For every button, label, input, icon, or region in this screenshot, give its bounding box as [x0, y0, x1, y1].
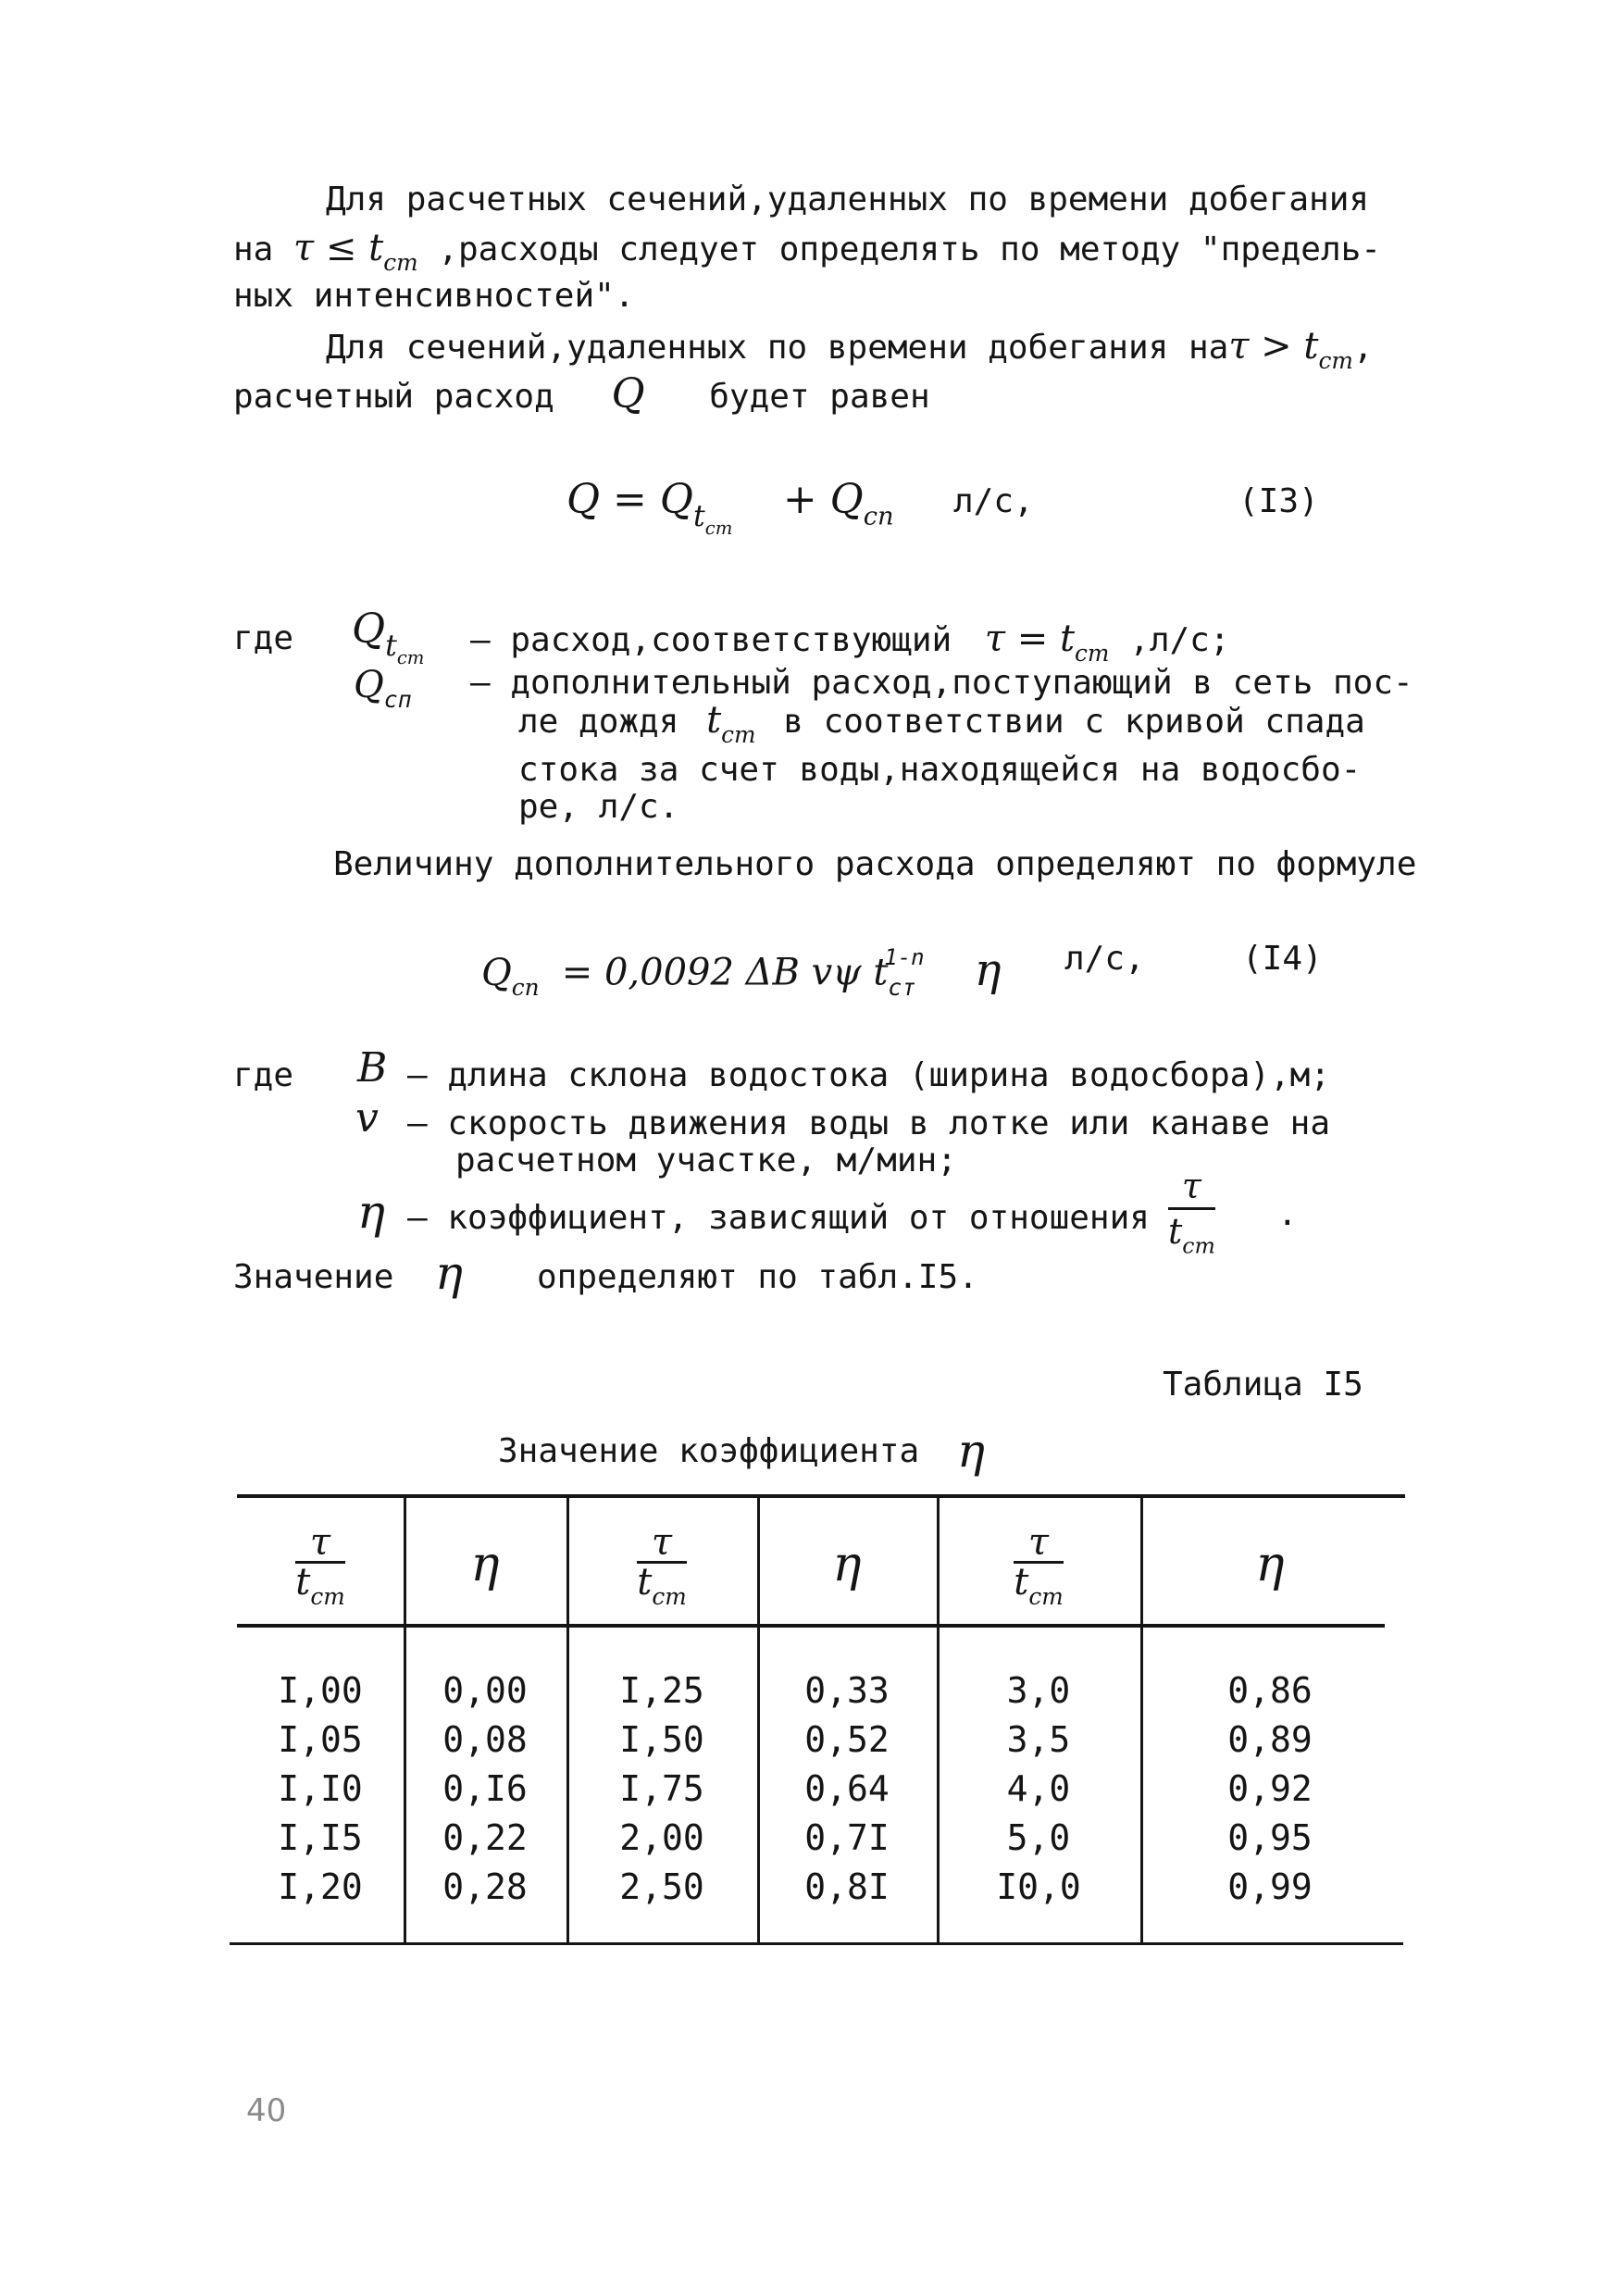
table-cell: I,I5 — [278, 1817, 363, 1858]
table-cell: 0,28 — [442, 1866, 528, 1907]
page-number: 40 — [246, 2092, 287, 2129]
para1-line1: Для расчетных сечений,удаленных по времени добегания — [326, 181, 1370, 218]
table-cell: 0,I6 — [442, 1768, 528, 1809]
header-eta-2: η — [832, 1537, 862, 1592]
table-cell: I,05 — [278, 1719, 363, 1760]
col5-cells — [937, 1666, 1140, 1912]
col1-cells — [237, 1666, 404, 1912]
where2-eta-end: . — [1277, 1195, 1298, 1233]
where1-item2-line1: – дополнительный расход,поступающий в сеть пос- — [470, 664, 1413, 702]
para3: Величину дополнительного расхода определяют по формуле — [333, 845, 1417, 883]
header-ratio-3: $\frac{\tau}{t_{ст}}$ — [1014, 1521, 1064, 1611]
table-cell: 0,86 — [1227, 1670, 1313, 1711]
header-ratio-2: $\frac{\tau}{t_{ст}}$ — [637, 1521, 687, 1611]
where2-label: где — [233, 1056, 294, 1094]
table-cell: I,I0 — [278, 1768, 363, 1809]
where1-item1: – расход,соответствующий $\tau = t_{ст}$ ,л/с; — [470, 618, 1230, 668]
where2-ratio — [1168, 1165, 1215, 1267]
para2-line2 — [233, 370, 930, 421]
ratio-numerator: τ — [1168, 1165, 1215, 1210]
table-cell: 0,08 — [442, 1719, 528, 1760]
table-cell: 2,50 — [619, 1866, 704, 1907]
formula-14-eta: η — [974, 943, 1002, 996]
value-line-eta: η — [435, 1246, 463, 1300]
table-cell: I,25 — [619, 1670, 704, 1711]
table-title-eta: η — [957, 1424, 985, 1478]
q-symbol: Q — [611, 370, 645, 418]
where1-item2-line4: ре, л/с. — [518, 788, 679, 826]
where2-eta-text: – коэффициент, зависящий от отношения — [407, 1199, 1150, 1237]
table-cell: 4,0 — [1006, 1768, 1071, 1809]
formula-13-plus: + $Q_{сп}$ — [782, 476, 894, 531]
table-label: Таблица I5 — [1163, 1366, 1363, 1404]
where2-v-line2: расчетном участке, м/мин; — [455, 1142, 957, 1179]
table-cell: 5,0 — [1006, 1817, 1071, 1858]
table-cell: 0,89 — [1227, 1719, 1313, 1760]
where2-v-line1: – скорость движения воды в лотке или канаве на — [407, 1104, 1330, 1142]
where1-item1-symbol: $Q_{t_{ст}}$ — [352, 605, 425, 669]
table-top-rule — [237, 1494, 1405, 1498]
where1-item2-line2: ле дождя $t_{ст}$ в соответствии с кривой спада — [518, 699, 1365, 749]
where2-v-symbol: v — [355, 1094, 379, 1142]
where2-b-text: – длина склона водостока (ширина водосбора),м; — [407, 1056, 1330, 1094]
para1-line2-start: на — [233, 231, 274, 268]
header-eta-1: η — [470, 1537, 500, 1592]
table-cell: 0,7I — [804, 1817, 890, 1858]
header-ratio-1: $\frac{\tau}{t_{ст}}$ — [295, 1521, 345, 1611]
col6-cells — [1140, 1666, 1400, 1912]
where1-item2-t: $t_{ст}$ — [706, 699, 756, 749]
where2-eta-symbol: η — [357, 1185, 385, 1239]
where1-item1-eq: $\tau = t_{ст}$ — [984, 618, 1110, 668]
where1-item2-symbol: $Q_{сп}$ — [354, 664, 412, 714]
col4-cells — [757, 1666, 937, 1912]
table-cell: 0,64 — [804, 1768, 890, 1809]
table-cell: 0,33 — [804, 1670, 890, 1711]
formula-14-t-sup: 1-n — [884, 944, 925, 970]
formula-14 — [481, 930, 1001, 1016]
para1-line2-end: ,расходы следует определять по методу "предель- — [438, 231, 1381, 268]
table-cell: 0,99 — [1227, 1866, 1313, 1907]
table-cell: 3,0 — [1006, 1670, 1071, 1711]
para2-line1-comma: , — [1352, 329, 1374, 367]
formula-14-body: = 0,0092 ΔB vψ t — [561, 951, 889, 994]
table-cell: I,75 — [619, 1768, 704, 1809]
formula-14-unit: л/с, — [1064, 940, 1145, 978]
table-header-rule — [237, 1624, 1385, 1628]
where2-b-symbol: B — [357, 1044, 388, 1092]
para1-inequality: $\tau \le t_{ст}$ — [293, 227, 418, 277]
formula-14-t-sub: ст — [888, 973, 916, 1001]
formula-13-unit: л/с, — [953, 482, 1034, 520]
formula-13-t: tст — [692, 500, 733, 540]
col2-cells — [404, 1666, 566, 1912]
formula-13-lhs: Q = Q — [566, 476, 693, 523]
ratio-denominator: $t_{ст}$ — [1168, 1211, 1215, 1259]
para2-line1-text: Для сечений,удаленных по времени добегания на — [326, 329, 1229, 367]
table-cell: 3,5 — [1006, 1719, 1071, 1760]
formula-13-number: (I3) — [1238, 482, 1319, 520]
table-cell: 0,22 — [442, 1817, 528, 1858]
table-cell: 2,00 — [619, 1817, 704, 1858]
table-cell: 0,00 — [442, 1670, 528, 1711]
header-eta-3: η — [1255, 1537, 1285, 1592]
value-line-end: определяют по табл.I5. — [537, 1258, 978, 1296]
para2-line2-text: расчетный расход — [233, 378, 554, 416]
col3-cells — [566, 1666, 757, 1912]
table-cell: 0,52 — [804, 1719, 890, 1760]
value-line-start: Значение — [233, 1258, 394, 1296]
para2-inequality: $\tau > t_{ст}$ — [1228, 325, 1353, 375]
where1-label: где — [233, 619, 294, 657]
table-cell: 0,8I — [804, 1866, 890, 1907]
para2-line2-end: будет равен — [709, 378, 930, 416]
formula-14-number: (I4) — [1242, 940, 1323, 978]
para1-line3: ных интенсивностей". — [233, 277, 635, 315]
table-cell: I,20 — [278, 1866, 363, 1907]
table-title: Значение коэффициента — [498, 1432, 920, 1470]
formula-13 — [566, 472, 894, 556]
table-cell: 0,92 — [1227, 1768, 1313, 1809]
table-cell: I0,0 — [996, 1866, 1081, 1907]
table-cell: I,00 — [278, 1670, 363, 1711]
table-cell: 0,95 — [1227, 1817, 1313, 1858]
formula-14-q: $Q_{сп}$ — [481, 951, 540, 1001]
where1-item2-line3: стока за счет воды,находящейся на водосбо- — [518, 751, 1362, 789]
table-cell: I,50 — [619, 1719, 704, 1760]
